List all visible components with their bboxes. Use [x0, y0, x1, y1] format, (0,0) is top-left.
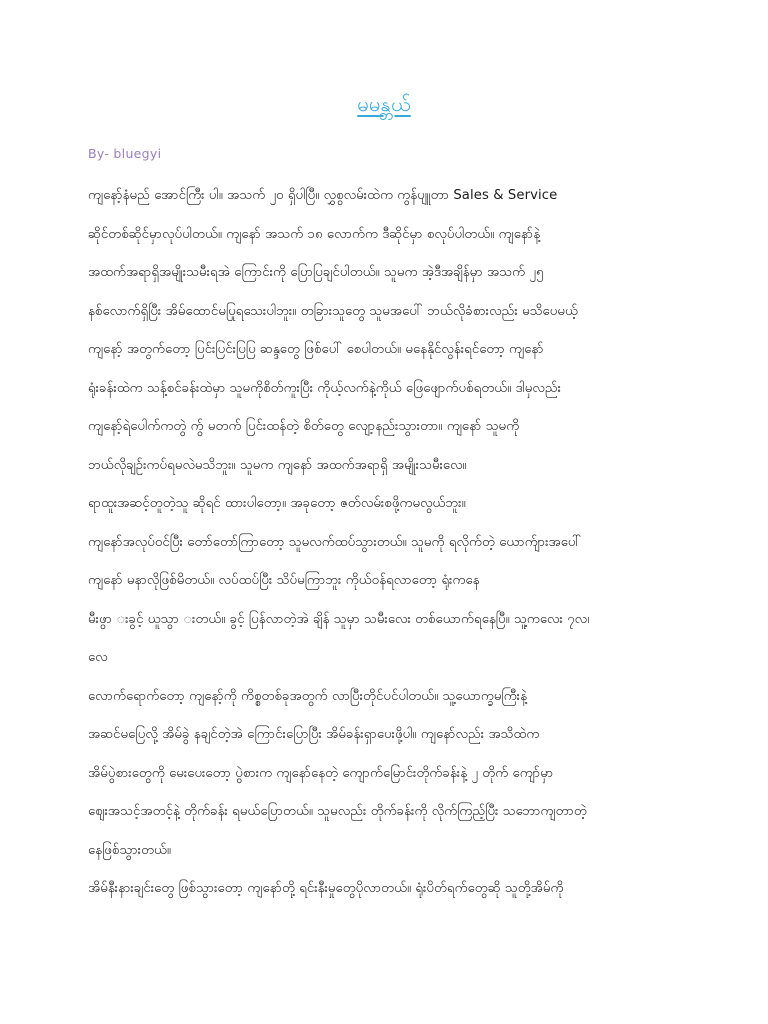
body-line: ကျနော့်နံမည် အောင်ကြီး ပါ။ အသက် ၂၀ ရှိပါပြီ။ လွှစွလမ်းထဲက ကွန်ပျူတာ Sales & Service: [88, 188, 558, 203]
body-line: လောက်ရောက်တော့ ကျနော့်ကို ကိစ္စတစ်ခုအတွက် လာပြီးတိုင်ပင်ပါတယ်။ သူ့ယောက္ခမကြီးနဲ့: [88, 688, 528, 704]
page-title-text: မမန္ဘယ်: [357, 92, 411, 116]
body-line: အိမ်ပွဲစားတွေကို မေးပေးတော့ ပွဲစားက ကျနော်နေတဲ့ ကျောက်မြောင်းတိုက်ခန်းနဲ့ ၂ တိုက် ကျော်မှာ: [88, 765, 554, 781]
document-body: [0, 161, 768, 909]
body-line: လေ: [88, 650, 108, 665]
body-line: ကျနော် မနာလိုဖြစ်မိတယ်။ လပ်ထပ်ပြီး သိပ်မကြာဘူး ကိုယ်ဝန်ရလာတော့ ရုံးကနေ: [88, 573, 480, 588]
body-line: ဘယ်လိုချဉ်းကပ်ရမလဲမသိဘူး။ သူမက ကျနော် အထက်အရာရှိ အမျိုးသမီးလေ။: [88, 457, 467, 473]
body-line: ရုံးခန်းထဲက သန့်စင်ခန်းထဲမှာ သူမကိုစိတ်ကူးပြီး ကိုယ့်လက်နဲ့ကိုယ် ဖြေဖျောက်ပစ်ရတယ်။ ဒါမှလည်း: [88, 380, 562, 396]
body-line: နေဖြစ်သွားတယ်။: [88, 842, 172, 858]
body-line: အဆင်မပြေလို့ အိမ်ခွဲ နချင်တဲ့အဲ ကြောင်းပြောပြီး အိမ်ခန်းရှာပေးဖို့ပါ။ ကျနော်လည်း အသိထဲက: [88, 727, 540, 742]
body-line: မီးဖွာ းခွင့် ယူသွာ းတယ်။ ခွင့် ပြန်လာတဲ့အဲ ချိန် သူမှာ သမီးလေး တစ်ယောက်ရနေပြီ။ သူ့ကလေး ၇လ၊: [88, 611, 590, 627]
body-line: ရာထူးအဆင့်တူတဲ့သူ ဆိုရင် ထားပါတော့။ အခုတော့ ဇတ်လမ်းစဖို့ကမလွယ်ဘူး။: [88, 496, 466, 511]
body-line: နစ်လောက်ရှိပြီး အိမ်ထောင်မပြုရသေးပါဘူး။ တခြားသူတွေ သူမအပေါ် ဘယ်လိုခံစားလည်း မသိပေမယ့်: [88, 303, 578, 319]
body-line: ကျနော့် အတွက်တော့ ပြင်းပြင်းပြပြ ဆန္ဒတွေ ဖြစ်ပေါ် စေပါတယ်။ မနေနိုင်လွန်းရင်တော့ ကျနော်: [88, 342, 544, 357]
body-line: အိမ်နီးနားချင်းတွေ ဖြစ်သွားတော့ ကျနော်တို့ ရင်းနီးမှုတွေပိုလာတယ်။ ရုံးပိတ်ရက်တွေဆို သူတို့အိမ်ကို: [88, 881, 564, 896]
body-line: ဈေးအသင့်အတင့်နဲ့ တိုက်ခန်း ရမယ်ပြောတယ်။ သူမလည်း တိုက်ခန်းကို လိုက်ကြည့်ပြီး သဘောကျတာတဲ့: [88, 804, 587, 819]
body-line: ကျနော်အလုပ်ဝင်ပြီး တော်တော်ကြာတော့ သူမလက်ထပ်သွားတယ်။ သူမကို ရလိုက်တဲ့ ယောက်ျားအပေါ်: [88, 534, 582, 550]
body-line: အထက်အရာရှိအမျိုးသမီးရအဲ ကြောင်းကို ပြောပြချင်ပါတယ်။ သူမက အဲ့ဒီအချိန်မှာ အသက် ၂၅: [88, 265, 544, 280]
page-title: [0, 0, 768, 116]
body-paragraph: [88, 177, 694, 909]
body-line: ဆိုင်တစ်ဆိုင်မှာလုပ်ပါတယ်။ ကျနော် အသက် ၁၈ လောက်က ဒီဆိုင်မှာ စလုပ်ပါတယ်။ ကျနော်နဲ့: [88, 226, 541, 242]
body-line: ကျနော့်ရဲပေါက်ကတွဲ ကွ် မတက် ပြင်းထန်တဲ့ စိတ်တွေ လျော့နည်းသွားတာ။ ကျနော် သူမကို: [88, 419, 520, 434]
byline: By- bluegyi: [88, 146, 162, 161]
